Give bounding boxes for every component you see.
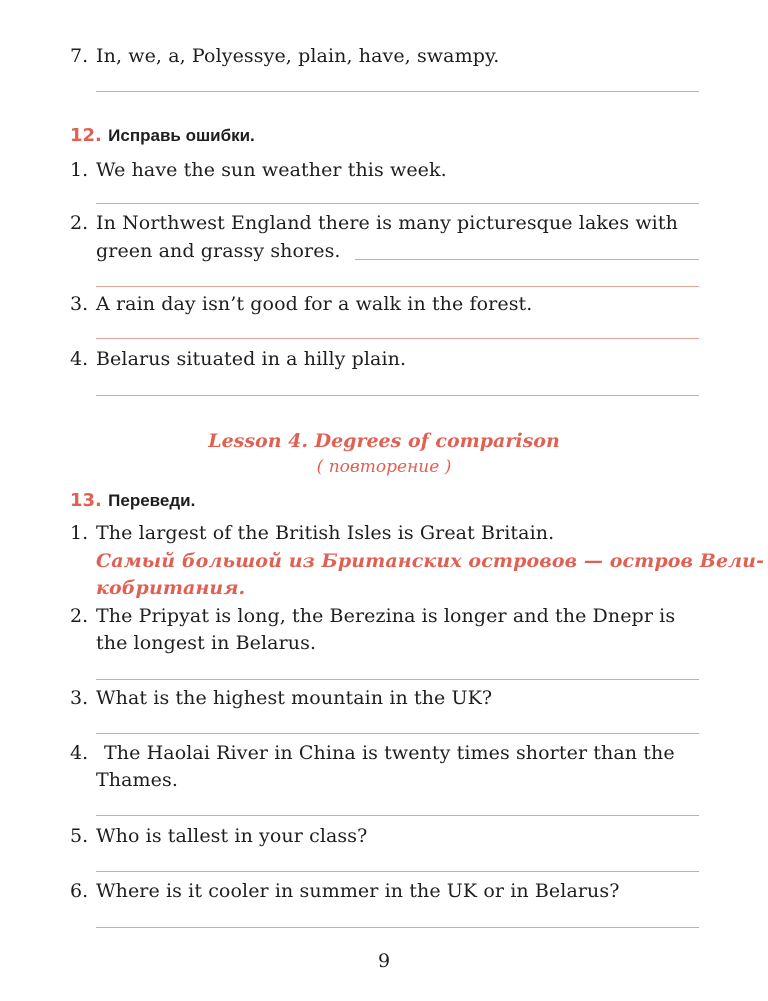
lesson-subtitle: ( повторение ) (316, 457, 452, 477)
item-number: 3. (70, 687, 89, 709)
exercise-12-header (70, 124, 255, 148)
answer-line[interactable] (96, 815, 699, 816)
sentence: The Pripyat is long, the Berezina is longer and the Dnepr is (96, 605, 676, 627)
sentence: What is the highest mountain in the UK? (96, 687, 493, 709)
exercise-13-header (70, 489, 195, 513)
item-number: 3. (70, 293, 89, 315)
answer-line[interactable] (96, 927, 699, 928)
sentence: In Northwest England there is many picturesque lakes with (96, 212, 678, 234)
answer-line[interactable] (355, 259, 699, 260)
item-number: 6. (70, 880, 89, 902)
exercise-number: 12. (70, 125, 102, 146)
item-number: 2. (70, 212, 89, 234)
answer-text: Самый большой из Британских островов — остров Вели- (96, 550, 765, 572)
answer-line[interactable] (96, 338, 699, 339)
sentence: In, we, a, Polyessye, plain, have, swampy. (96, 45, 500, 67)
item-number: 4. (70, 348, 89, 370)
answer-line[interactable] (96, 91, 699, 92)
answer-line[interactable] (96, 871, 699, 872)
answer-line[interactable] (96, 395, 699, 396)
item-number: 1. (70, 522, 89, 544)
exercise-instruction: Переведи. (108, 491, 196, 510)
answer-text-continuation: кобритания. (96, 577, 246, 599)
sentence: The Haolai River in China is twenty times shorter than the (104, 742, 675, 764)
answer-line[interactable] (96, 286, 699, 287)
answer-line[interactable] (96, 679, 699, 680)
item-number: 4. (70, 742, 89, 764)
lesson-title: Lesson 4. Degrees of comparison (208, 430, 560, 452)
sentence: A rain day isn’t good for a walk in the forest. (96, 293, 533, 315)
answer-line[interactable] (96, 733, 699, 734)
sentence-continuation: green and grassy shores. (96, 240, 341, 262)
sentence-continuation: the longest in Belarus. (96, 632, 317, 654)
sentence: Who is tallest in your class? (96, 825, 368, 847)
sentence: The largest of the British Isles is Great Britain. (96, 522, 555, 544)
exercise-number: 13. (70, 490, 102, 511)
sentence: Belarus situated in a hilly plain. (96, 348, 407, 370)
item-number: 2. (70, 605, 89, 627)
sentence: Where is it cooler in summer in the UK or in Belarus? (96, 880, 620, 902)
exercise-instruction: Исправь ошибки. (108, 126, 255, 145)
item-number: 5. (70, 825, 89, 847)
answer-line[interactable] (96, 203, 699, 204)
sentence: We have the sun weather this week. (96, 159, 447, 181)
item-number: 7. (70, 45, 89, 67)
item-number: 1. (70, 159, 89, 181)
page-number: 9 (377, 950, 391, 972)
sentence-continuation: Thames. (96, 769, 178, 791)
